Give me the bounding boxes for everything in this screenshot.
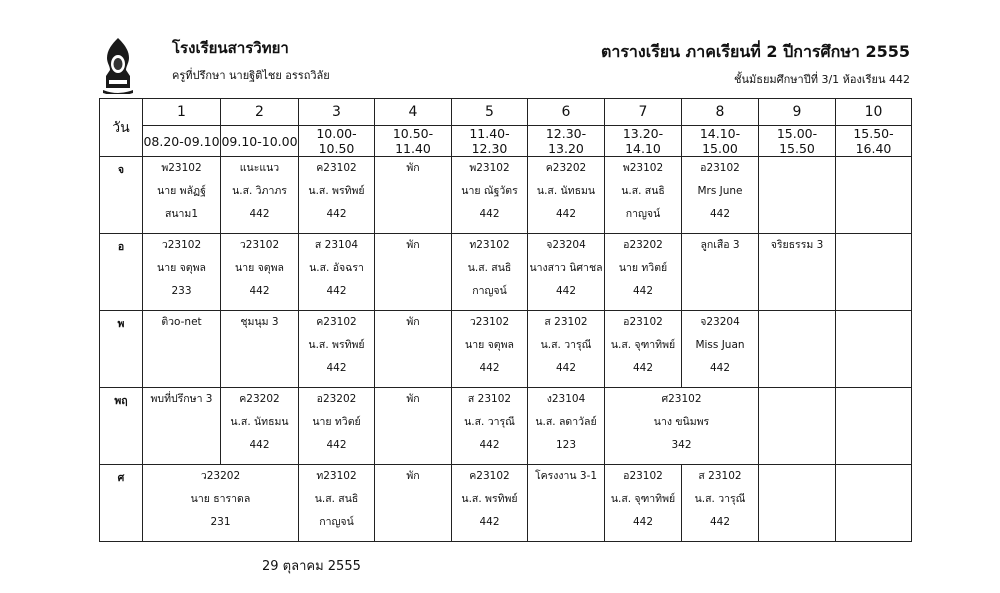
period-number: 4 [375, 99, 452, 126]
class-cell: พ23102 นาย ณัฐวัตร 442 [452, 157, 528, 234]
empty-cell [836, 311, 912, 388]
period-time: 11.40-12.30 [452, 126, 528, 157]
empty-cell [836, 465, 912, 542]
class-cell: พ23102 น.ส. สนธิ กาญจน์ [605, 157, 682, 234]
empty-cell [836, 234, 912, 311]
class-cell: อ23102 น.ส. จุฑาทิพย์ 442 [605, 465, 682, 542]
class-cell: จ23204 นางสาว นิศาชล 442 [528, 234, 605, 311]
schedule-title: ตารางเรียน ภาคเรียนที่ 2 ปีการศึกษา 2555 [600, 42, 910, 61]
break-cell: พัก [375, 234, 452, 311]
empty-cell [836, 388, 912, 465]
period-header-row [100, 99, 912, 126]
time-header-row [100, 126, 912, 157]
homeroom-teacher: ครูที่ปรึกษา นายฐิติไชย อรรถวิลัย [172, 69, 330, 82]
empty-cell [759, 157, 836, 234]
class-cell: พ23102 นาย พลัฏฐ์ สนาม1 [143, 157, 221, 234]
class-cell: ส 23104 น.ส. อัจฉรา 442 [299, 234, 375, 311]
day-label: อ [100, 234, 143, 311]
class-cell: ว23102 นาย จตุพล 233 [143, 234, 221, 311]
class-cell: ท23102 น.ส. สนธิ กาญจน์ [299, 465, 375, 542]
class-cell: ว23202 นาย ธาราดล 231 [143, 465, 299, 542]
day-row-friday [100, 465, 912, 542]
class-cell: จ23204 Miss Juan 442 [682, 311, 759, 388]
class-cell: ค23102 น.ส. พรทิพย์ 442 [299, 157, 375, 234]
class-cell: ส 23102 น.ส. วารุณี 442 [452, 388, 528, 465]
empty-cell [759, 311, 836, 388]
period-time: 09.10-10.00 [221, 126, 299, 157]
class-cell: ท23102 น.ส. สนธิ กาญจน์ [452, 234, 528, 311]
period-time: 12.30-13.20 [528, 126, 605, 157]
day-row-thursday [100, 388, 912, 465]
day-row-tuesday [100, 234, 912, 311]
class-cell: ค23202 น.ส. นัทธมน 442 [221, 388, 299, 465]
period-number: 5 [452, 99, 528, 126]
class-cell: จริยธรรม 3 [759, 234, 836, 311]
class-cell: ค23102 น.ส. พรทิพย์ 442 [452, 465, 528, 542]
period-time: 10.50-11.40 [375, 126, 452, 157]
empty-cell [759, 465, 836, 542]
class-info: ชั้นมัธยมศึกษาปีที่ 3/1 ห้องเรียน 442 [734, 73, 910, 86]
period-time: 10.00-10.50 [299, 126, 375, 157]
class-cell: อ23102 Mrs June 442 [682, 157, 759, 234]
period-number: 6 [528, 99, 605, 126]
class-cell: โครงงาน 3-1 [528, 465, 605, 542]
school-name: โรงเรียนสารวิทยา [172, 39, 289, 57]
period-time: 15.00-15.50 [759, 126, 836, 157]
timetable [99, 98, 912, 542]
period-time: 08.20-09.10 [143, 126, 221, 157]
class-cell: ค23202 น.ส. นัทธมน 442 [528, 157, 605, 234]
class-cell: พบที่ปรึกษา 3 [143, 388, 221, 465]
break-cell: พัก [375, 465, 452, 542]
period-time: 14.10-15.00 [682, 126, 759, 157]
empty-cell [759, 388, 836, 465]
class-cell: ลูกเสือ 3 [682, 234, 759, 311]
print-date: 29 ตุลาคม 2555 [262, 559, 361, 574]
class-cell: ส 23102 น.ส. วารุณี 442 [682, 465, 759, 542]
class-cell: อ23202 นาย ทวิตย์ 442 [299, 388, 375, 465]
day-row-monday [100, 157, 912, 234]
period-number: 10 [836, 99, 912, 126]
class-cell: ศ23102 นาง ขนิมพร 342 [605, 388, 759, 465]
break-cell: พัก [375, 157, 452, 234]
day-label: จ [100, 157, 143, 234]
day-label: พฤ [100, 388, 143, 465]
period-number: 9 [759, 99, 836, 126]
period-time: 15.50-16.40 [836, 126, 912, 157]
empty-cell [836, 157, 912, 234]
day-label: ศ [100, 465, 143, 542]
period-number: 7 [605, 99, 682, 126]
period-time: 13.20-14.10 [605, 126, 682, 157]
class-cell: ว23102 นาย จตุพล 442 [221, 234, 299, 311]
class-cell: ว23102 นาย จตุพล 442 [452, 311, 528, 388]
class-cell: แนะแนว น.ส. วิภาภร 442 [221, 157, 299, 234]
class-cell: ติวo-net [143, 311, 221, 388]
class-cell: อ23202 นาย ทวิตย์ 442 [605, 234, 682, 311]
period-number: 8 [682, 99, 759, 126]
day-column-header: วัน [100, 99, 143, 157]
class-cell: ชุมนุม 3 [221, 311, 299, 388]
class-cell: ส 23102 น.ส. วารุณี 442 [528, 311, 605, 388]
day-row-wednesday [100, 311, 912, 388]
period-number: 3 [299, 99, 375, 126]
period-number: 1 [143, 99, 221, 126]
period-number: 2 [221, 99, 299, 126]
day-label: พ [100, 311, 143, 388]
school-emblem-icon [98, 36, 138, 94]
break-cell: พัก [375, 311, 452, 388]
class-cell: ค23102 น.ส. พรทิพย์ 442 [299, 311, 375, 388]
class-cell: อ23102 น.ส. จุฑาทิพย์ 442 [605, 311, 682, 388]
break-cell: พัก [375, 388, 452, 465]
class-cell: ง23104 น.ส. ลดาวัลย์ 123 [528, 388, 605, 465]
